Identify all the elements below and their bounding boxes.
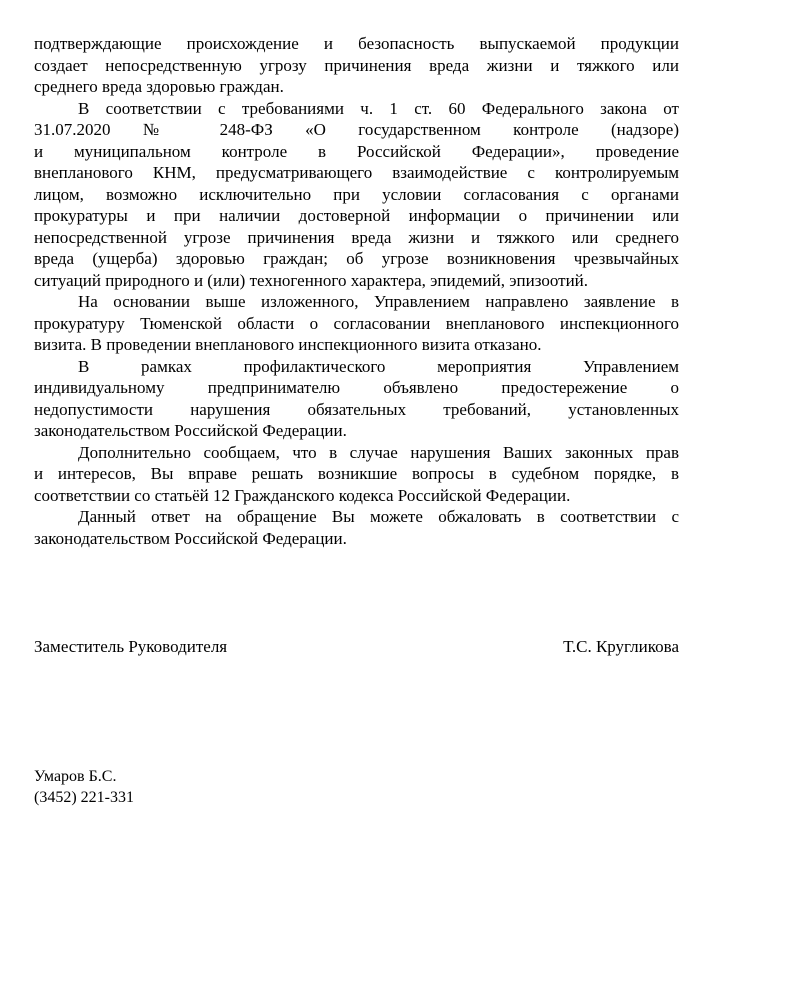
text-line: В рамках профилактического мероприятия Управлением bbox=[78, 356, 679, 376]
text-line: Дополнительно сообщаем, что в случае нарушения Ваших законных прав bbox=[78, 442, 679, 462]
contact-block bbox=[34, 766, 134, 808]
text-line: визита. В проведении внепланового инспекционного визита отказано. bbox=[34, 335, 542, 354]
text-line: прокуратуры и при наличии достоверной информации о причинении или bbox=[34, 206, 679, 225]
text-line: подтверждающие происхождение и безопасность выпускаемой продукции bbox=[34, 34, 679, 53]
text-line: законодательством Российской Федерации. bbox=[34, 528, 347, 548]
text-line: недопустимости нарушения обязательных требований, установленных bbox=[34, 399, 679, 419]
text-line: 31.07.2020 № 248-ФЗ «О государственном контроле (надзоре) bbox=[34, 120, 679, 139]
text-line: создает непосредственную угрозу причинения вреда жизни и тяжкого или bbox=[34, 55, 679, 75]
text-line: среднего вреда здоровью граждан. bbox=[34, 77, 284, 96]
text-line: и интересов, Вы вправе решать возникшие вопросы в судебном порядке, в bbox=[34, 464, 679, 483]
text-line: В соответствии с требованиями ч. 1 ст. 60 Федерального закона от bbox=[78, 98, 679, 118]
text-line: На основании выше изложенного, Управлением направлено заявление в bbox=[78, 292, 679, 311]
text-line: непосредственной угрозе причинения вреда жизни и тяжкого или среднего bbox=[34, 227, 679, 247]
text-line: внепланового КНМ, предусматривающего взаимодействие с контролируемым bbox=[34, 163, 679, 182]
signature-position: Заместитель Руководителя bbox=[34, 637, 228, 656]
contact-phone: (3452) 221-331 bbox=[34, 789, 134, 806]
text-line: и муниципальном контроле в Российской Федерации», проведение bbox=[34, 141, 679, 161]
text-line: вреда (ущерба) здоровью граждан; об угрозе возникновения чрезвычайных bbox=[34, 249, 679, 268]
text-line: прокуратуру Тюменской области о согласовании внепланового инспекционного bbox=[34, 313, 679, 333]
text-line: законодательством Российской Федерации. bbox=[34, 421, 347, 440]
letter-body bbox=[34, 33, 679, 549]
text-line: индивидуальному предпринимателю объявлено предостережение о bbox=[34, 378, 679, 397]
signature-name: Т.С. Кругликова bbox=[563, 637, 679, 656]
text-line: Данный ответ на обращение Вы можете обжаловать в соответствии с bbox=[78, 507, 679, 526]
text-line: ситуаций природного и (или) техногенного характера, эпидемий, эпизоотий. bbox=[34, 270, 589, 290]
text-line: лицом, возможно исключительно при условии согласования с органами bbox=[34, 184, 679, 204]
text-line: соответствии со статьёй 12 Гражданского кодекса Российской Федерации. bbox=[34, 485, 571, 505]
signature-block bbox=[34, 636, 679, 658]
contact-name: Умаров Б.С. bbox=[34, 768, 117, 785]
